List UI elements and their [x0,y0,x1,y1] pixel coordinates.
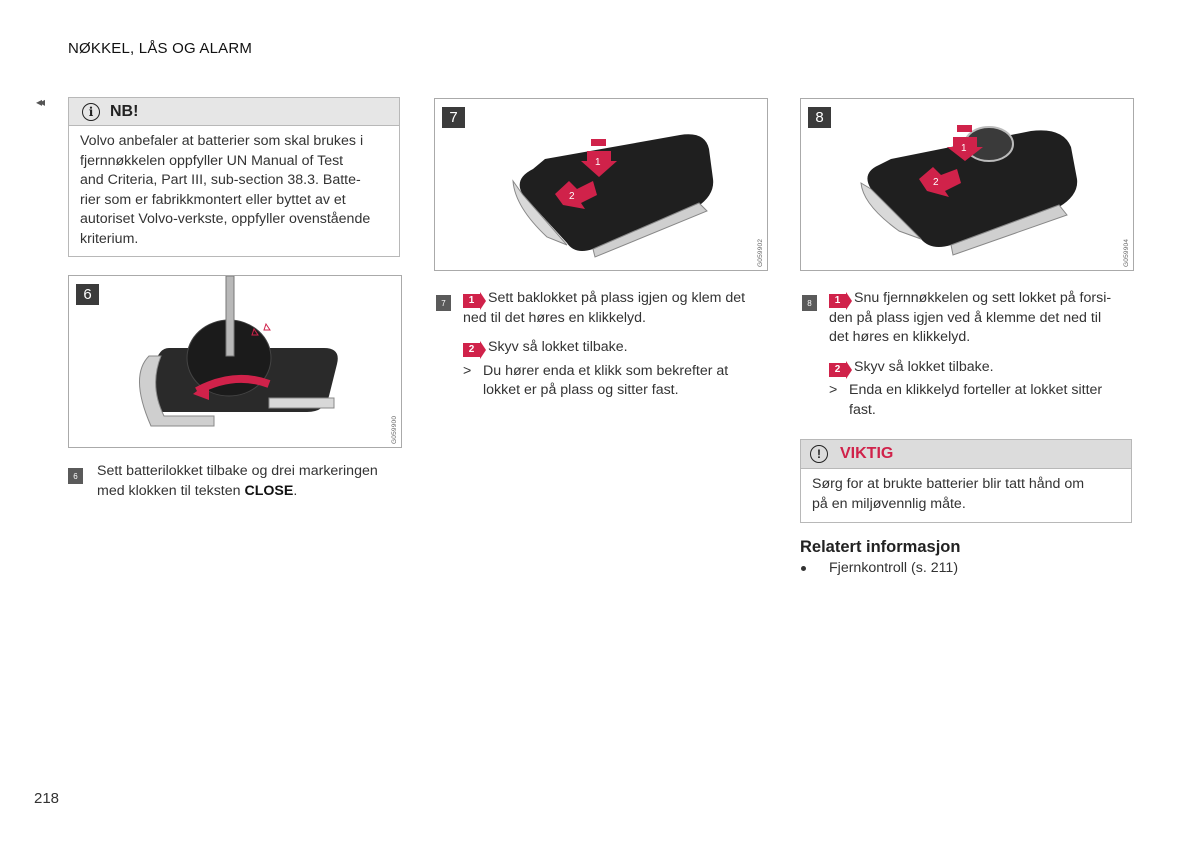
figure-code: G059902 [757,238,764,267]
warning-line1: Sørg for at brukte batterier blir tatt hånd om [812,476,1085,492]
figure-code: G059900 [391,415,398,444]
note-line: fjernnøkkelen oppfyller UN Manual of Test [80,152,344,169]
note-body [69,126,399,249]
warning-title: VIKTIG [840,445,894,462]
step7-result-line2: lokket er på plass og sitter fast. [483,382,679,398]
step-number: 7 [436,295,451,311]
figure-number: 6 [76,284,99,305]
step6-line2 [97,482,402,502]
step7-sub-text: Skyv så lokket tilbake. [488,339,628,355]
page-number: 218 [34,790,60,807]
step8-line3: det høres en klikkelyd. [829,329,971,345]
step7-badge-1: 1 [463,294,480,308]
step8-result-line1: Enda en klikkelyd forteller at lokket sitter [849,382,1103,398]
step8-sub-text: Skyv så lokket tilbake. [854,358,994,375]
step-number: 8 [802,295,817,311]
step8-line1 [829,289,1139,309]
figure-7 [434,98,768,271]
figure-6 [68,275,402,448]
step6-line2-post: . [293,482,298,499]
step7-badge-2: 2 [463,343,480,357]
key-fob-front-cover-illustration [801,99,1133,270]
note-box [68,97,400,257]
warning-icon: ! [810,445,828,463]
note-box-header [69,98,399,126]
key-fob-back-cover-illustration [435,99,767,270]
step8-sub [829,358,1139,378]
note-line: rier som er fabrikkmontert eller byttet av et [80,191,346,208]
figure-number: 7 [442,107,465,128]
step6-line2-pre: med klokken til teksten [97,482,245,499]
svg-text:2: 2 [569,191,575,202]
back-arrows-icon[interactable]: ◂◂ [36,95,43,109]
info-icon: i [82,103,100,121]
result-marker: > [829,382,838,398]
figure-number: 8 [808,107,831,128]
step7-line2: ned til det høres en klikkelyd. [463,309,646,326]
step6-text [97,462,402,501]
step7-line1-text: Sett baklokket på plass igjen og klem det [488,290,746,306]
warning-box [800,439,1132,523]
step8-result [829,381,1139,420]
step8-result-line2: fast. [849,401,876,418]
note-line: Volvo anbefaler at batterier som skal brukes i [80,133,364,149]
step8-text [829,289,1139,420]
warning-body [801,469,1131,514]
step-number: 6 [68,468,83,484]
step7-result [463,362,773,401]
warning-line2: på en miljøvennlig måte. [812,495,966,512]
step7-sub [463,338,773,358]
step7-line1 [463,289,773,309]
figure-code: G059904 [1123,238,1130,267]
result-marker: > [463,362,472,379]
svg-text:1: 1 [961,143,967,154]
note-title: NB! [110,102,139,120]
step8-badge-1: 1 [829,294,846,308]
step7-result-line1: Du hører enda et klikk som bekrefter at [483,362,729,379]
step7-text [463,289,773,401]
step8-badge-2: 2 [829,363,846,377]
step8-line2: den på plass igjen ved å klemme det ned til [829,309,1102,326]
close-label: CLOSE [244,482,294,499]
warning-box-header [801,440,1131,469]
step8-line1-text: Snu fjernnøkkelen og sett lokket på forsi- [854,290,1112,306]
svg-text:1: 1 [595,157,601,168]
section-title: NØKKEL, LÅS OG ALARM [68,40,253,57]
note-line: kriterium. [80,230,139,247]
note-line: autoriset Volvo-verkste, oppfyller ovenstående [80,211,371,227]
related-link-fjernkontroll[interactable]: Fjernkontroll (s. 211) [829,560,959,576]
bullet-icon [801,566,806,571]
related-info-heading: Relatert informasjon [800,538,961,556]
figure-8 [800,98,1134,271]
key-fob-open-illustration [69,276,401,447]
step6-line1: Sett batterilokket tilbake og drei markeringen [97,463,378,479]
svg-text:2: 2 [933,177,939,188]
note-line: and Criteria, Part III, sub-section 38.3. Batte- [80,172,361,188]
